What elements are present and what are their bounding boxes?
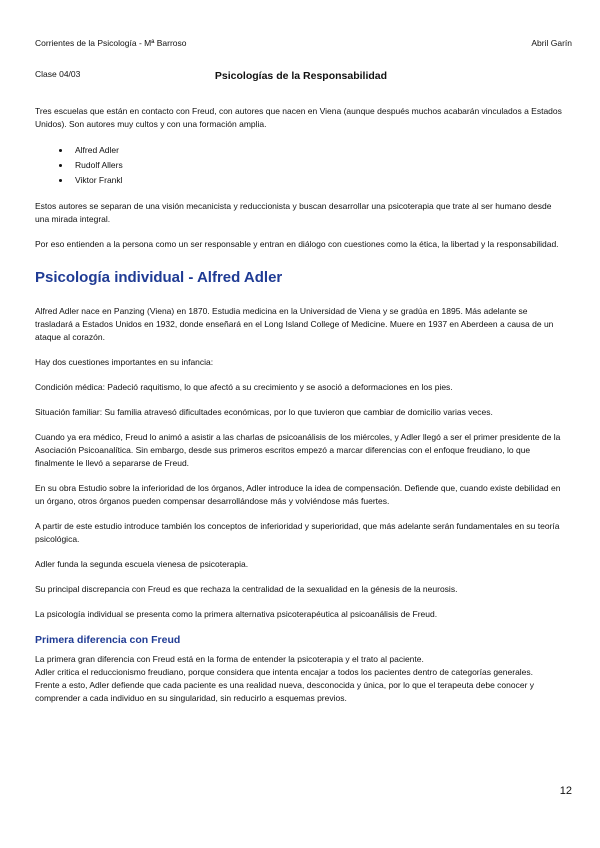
paragraph: Hay dos cuestiones importantes en su infancia: (35, 357, 214, 367)
paragraph: Frente a esto, Adler defiende que cada paciente es una realidad nueva, desconocida y única, por lo que el terapeuta debe conocer y comprender a cada individuo en su singularidad, sin reducirlo a esquemas previos. (35, 680, 535, 703)
paragraph: La psicología individual se presenta como la primera alternativa psicoterapéutica al psicoanálisis de Freud. (35, 609, 438, 619)
intro-paragraph: Tres escuelas que están en contacto con Freud, con autores que nacen en Viena (aunque después muchos acabarán vinculados a Estados Unidos). Son autores muy cultos y con una formación amplia. (35, 106, 562, 129)
paragraph: A partir de este estudio introduce también los conceptos de inferioridad y superioridad, que más adelante serán fundamentales en su teoría psicológica. (35, 521, 560, 544)
paragraph: Adler funda la segunda escuela vienesa de psicoterapia. (35, 559, 249, 569)
header-course: Corrientes de la Psicología - Mª Barroso (35, 38, 187, 48)
list-item: • Viktor Frankl (71, 173, 567, 188)
paragraph: Adler critica el reduccionismo freudiano, porque considera que intenta encajar a todos los pacientes dentro de categorías generales. (35, 667, 534, 677)
authors-list (35, 143, 567, 188)
list-item: • Alfred Adler (71, 143, 567, 158)
page-title: Psicologías de la Responsabilidad (214, 70, 388, 82)
paragraph: Su principal discrepancia con Freud es que rechaza la centralidad de la sexualidad en la génesis de la neurosis. (35, 584, 458, 594)
paragraph: Cuando ya era médico, Freud lo animó a asistir a las charlas de psicoanálisis de los miércoles, y Adler llegó a ser el primer presidente de la Asociación Psicoanalítica. Sin embargo, desde sus primeros escritos empezó a marcar diferencias con el enfoque freudiano, lo que finalmente le llevó a separarse de Freud. (35, 432, 561, 468)
paragraph: Condición médica: Padeció raquitismo, lo que afectó a su crecimiento y se asoció a deformaciones en los pies. (35, 382, 453, 392)
class-date: Clase 04/03 (35, 69, 81, 79)
paragraph: Alfred Adler nace en Panzing (Viena) en 1870. Estudia medicina en la Universidad de Viena y se gradúa en 1895. Más adelante se trasladará a Estados Unidos en 1932, donde enseñará en el Long Island College of Medicine. Muere en 1937 en Aberdeen a causa de un ataque al corazón. (35, 306, 554, 342)
page-number: 12 (559, 785, 572, 797)
section-heading-adler: Psicología individual - Alfred Adler (35, 269, 283, 286)
paragraph: La primera gran diferencia con Freud está en la forma de entender la psicoterapia y el trato al paciente. (35, 654, 424, 664)
list-item: • Rudolf Allers (71, 158, 567, 173)
header-author: Abril Garín (531, 38, 572, 48)
page-content (35, 68, 567, 705)
subsection-heading: Primera diferencia con Freud (35, 634, 181, 646)
paragraph: Situación familiar: Su familia atravesó dificultades económicas, por lo que tuvieron que cambiar de domicilio varias veces. (35, 407, 493, 417)
paragraph: Por eso entienden a la persona como un ser responsable y entran en diálogo con cuestiones como la ética, la libertad y la responsabilidad. (35, 239, 559, 249)
paragraph: En su obra Estudio sobre la inferioridad de los órganos, Adler introduce la idea de compensación. Defiende que, cuando existe debilidad en un órgano, otros órganos pueden compensar desarrollándose más y volviéndose más fuertes. (35, 483, 561, 506)
paragraph: Estos autores se separan de una visión mecanicista y reduccionista y buscan desarrollar una psicoterapia que trate al ser humano desde una mirada integral. (35, 201, 552, 224)
